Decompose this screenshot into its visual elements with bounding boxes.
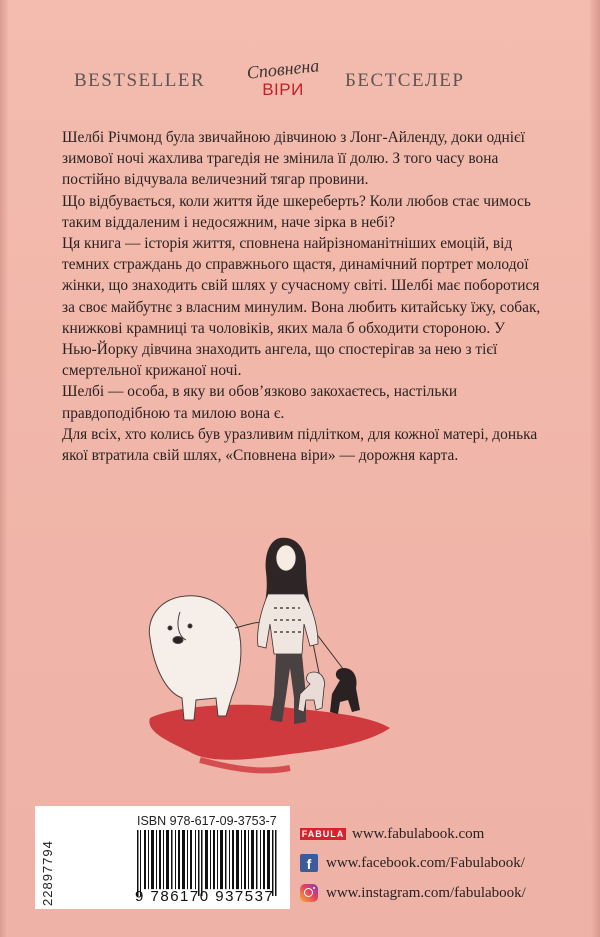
cover-edge-right	[590, 0, 600, 937]
facebook-row	[300, 851, 590, 875]
barcode-digits: 9 786170 937537	[135, 888, 275, 905]
cover-edge-left	[0, 0, 8, 937]
top-banner	[0, 55, 600, 106]
instagram-icon	[300, 884, 318, 902]
girl-walking-dogs-illustration	[140, 528, 400, 778]
isbn-label: ISBN 978-617-09-3753-7	[137, 814, 277, 828]
big-dog-drawing	[149, 596, 241, 720]
logo-line1: Сповнена	[245, 55, 321, 83]
blurb-paragraph: Шелбі — особа, в яку ви обов’язково закохаєтесь, настільки правдоподібною та милою вона є.	[62, 383, 458, 422]
instagram-link[interactable]: www.instagram.com/fabulabook/	[326, 884, 526, 901]
instagram-row	[300, 881, 590, 905]
small-dogs-drawing	[298, 668, 360, 714]
facebook-link[interactable]: www.facebook.com/Fabulabook/	[326, 854, 525, 871]
blurb-paragraph: Для всіх, хто колись був уразливим підлітком, для кожної матері, донька якої втратила свій шлях, «Сповнена віри» — дорожня карта.	[62, 425, 538, 465]
bestseller-label-ua: БЕСТСЕЛЕР	[345, 70, 465, 91]
barcode-bars	[135, 830, 281, 896]
blurb-paragraph: Ця книга — історія життя, сповнена найрізноманітніших емоцій, від темних страждань до справжнього щастя, динамічний портрет молодої жінки, що знаходить свій шлях у сучасному світі. Шелбі має поборотися за своє майбутнє з власним минулим. Вона любить китайську їжу, собак, книжкові крамниці та чоловіків, яких мала б обходити стороною. У Нью-Йорку дівчина знаходить ангела, що спостерігав за нею з тієї смертельної крижаної ночі.	[62, 235, 541, 380]
website-row	[300, 822, 590, 846]
barcode-panel	[35, 806, 290, 909]
website-link[interactable]: www.fabulabook.com	[352, 825, 485, 842]
facebook-icon: f	[300, 854, 318, 872]
barcode-side-code: 22897794	[40, 840, 55, 906]
bestseller-label-en: BESTSELLER	[74, 70, 206, 91]
publisher-logo: FABULA	[301, 829, 345, 839]
blurb-paragraph: Що відбувається, коли життя йде шкереберть? Коли любов стає чимось таким віддаленим і недосяжним, наче зірка в небі?	[62, 192, 531, 231]
logo-line2: ВІРИ	[262, 80, 304, 99]
blurb-text	[62, 127, 542, 466]
book-title-logo	[240, 55, 326, 106]
blurb-paragraph: Шелбі Річмонд була звичайною дівчиною з Лонг-Айленду, доки однієї зимової ночі жахлива трагедія не змінила її долю. З того часу вона постійно відчувала величезний тягар провини.	[62, 129, 525, 189]
